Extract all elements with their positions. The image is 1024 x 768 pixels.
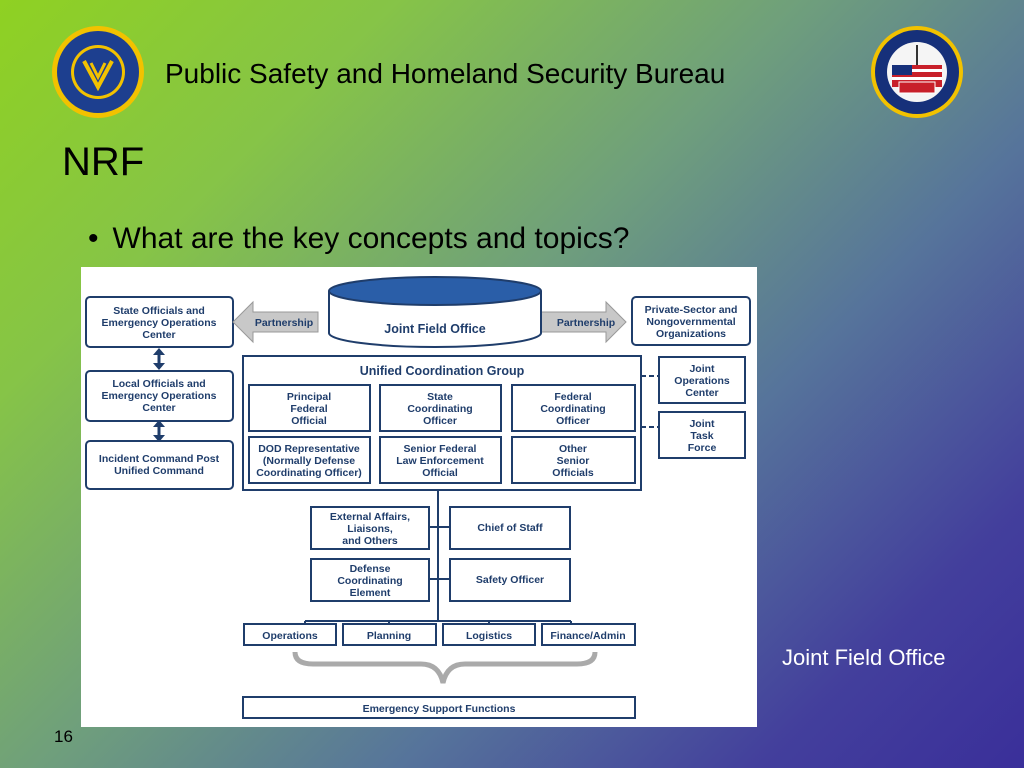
header-title: Public Safety and Homeland Security Bureau <box>165 58 726 89</box>
bullet-dot-icon: • <box>88 222 99 255</box>
jtf-text: Joint Task Force <box>687 418 717 454</box>
section-finance-admin-text: Finance/Admin <box>550 630 626 642</box>
external-affairs-text: External Affairs, Liaisons, and Others <box>329 511 411 547</box>
ucg-text-other-senior-officials: Other Senior Officials <box>552 443 594 479</box>
esf-text: Emergency Support Functions <box>362 703 516 715</box>
diagram-caption: Joint Field Office <box>782 645 946 670</box>
ucg-text-state-coordinating-officer: State Coordinating Officer <box>407 391 473 427</box>
joc-text: Joint Operations Center <box>674 363 730 399</box>
ucg-text-federal-coordinating-officer: Federal Coordinating Officer <box>540 391 606 427</box>
jfo-label: Joint Field Office <box>384 322 486 336</box>
ucg-title: Unified Coordination Group <box>359 364 525 378</box>
section-operations-text: Operations <box>262 630 318 642</box>
bullet-item <box>88 222 629 256</box>
pshsb-seal-logo <box>870 25 964 119</box>
partnership-right-label: Partnership <box>556 317 616 329</box>
section-planning-text: Planning <box>366 630 412 642</box>
bullet-text: What are the key concepts and topics? <box>112 222 630 255</box>
partnership-left-label: Partnership <box>254 317 314 329</box>
incident-command-text: Incident Command Post Unified Command <box>98 453 220 477</box>
jfo-org-diagram <box>81 267 757 727</box>
fcc-seal-logo <box>51 25 145 119</box>
private-sector-text: Private-Sector and Nongovernmental Organizations <box>644 304 738 340</box>
ucg-text-principal-federal-official: Principal Federal Official <box>286 391 332 427</box>
jfo-cylinder <box>329 277 541 347</box>
safety-officer-text: Safety Officer <box>475 574 545 586</box>
ucg-text-senior-federal-le-official: Senior Federal Law Enforcement Official <box>396 443 484 479</box>
state-officials-text: State Officials and Emergency Operations Center <box>101 305 217 341</box>
ucg-text-dod-representative: DOD Representative (Normally Defense Coordinating Officer) <box>256 443 362 479</box>
dce-text: Defense Coordinating Element <box>337 563 403 599</box>
slide-title: NRF <box>62 140 145 184</box>
chief-of-staff-text: Chief of Staff <box>477 522 543 534</box>
double-arrow-icon <box>153 348 165 370</box>
slide-number: 16 <box>54 727 73 746</box>
section-logistics-text: Logistics <box>465 630 513 642</box>
brace-icon <box>295 652 595 683</box>
local-officials-text: Local Officials and Emergency Operations Center <box>101 378 217 414</box>
double-arrow-icon <box>153 420 165 442</box>
